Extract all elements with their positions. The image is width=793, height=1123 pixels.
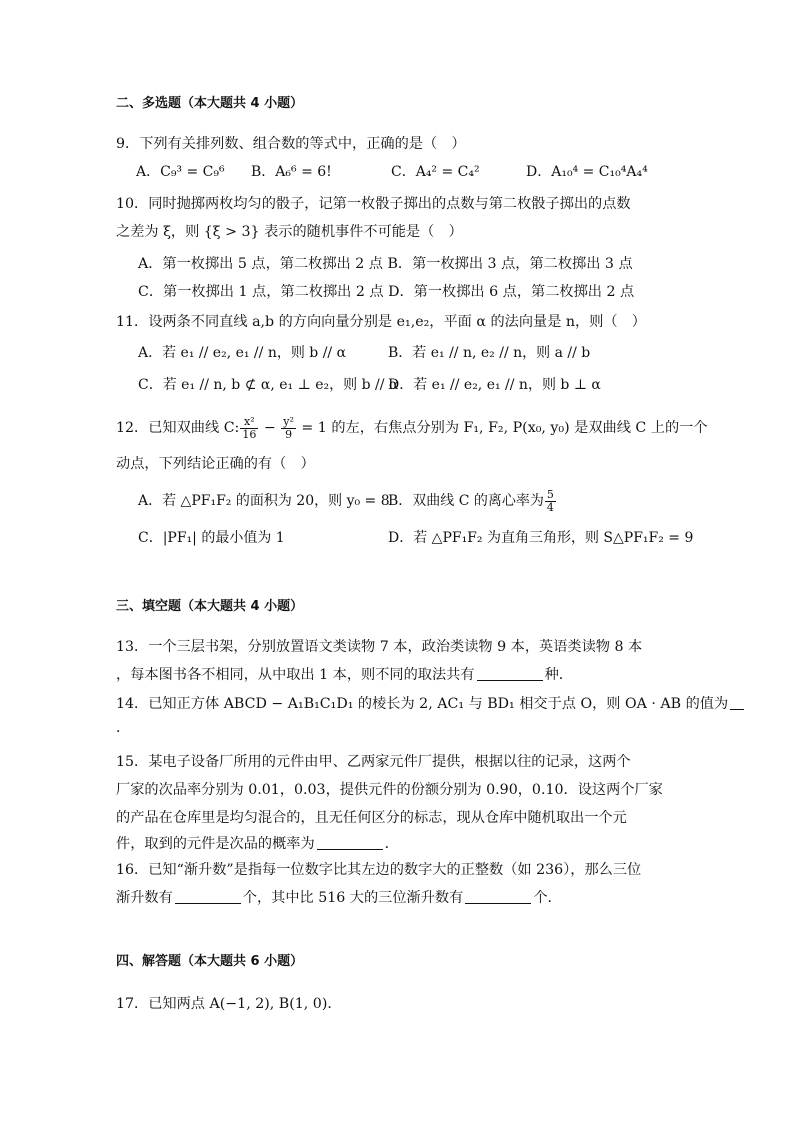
- question-12-fraction-y: [281, 416, 296, 441]
- question-16-answer-blank-1[interactable]: [175, 889, 241, 904]
- section-heading-solution: 四、解答题（本大题共 6 小题）: [116, 954, 304, 969]
- question-9-option-d: D．A₁₀⁴ = C₁₀⁴A₄⁴: [526, 164, 648, 180]
- question-14-line1: [116, 694, 746, 714]
- question-12-fraction-x: [240, 416, 258, 441]
- question-11-option-a: A．若 e₁ // e₂, e₁ // n，则 b // α: [138, 345, 347, 361]
- question-12-stem-part1: 12．已知双曲线 C:: [116, 420, 240, 436]
- question-9-options: [126, 162, 686, 182]
- question-12-fraction-y-denominator: 9: [285, 427, 293, 441]
- question-9-option-b: B．A₆⁶ = 6!: [251, 164, 332, 180]
- question-16-line2-text2: 个，其中比 516 大的三位渐升数有: [242, 890, 464, 906]
- question-12-option-d: D．若 △PF₁F₂ 为直角三角形，则 S△PF₁F₂ = 9: [388, 530, 694, 546]
- question-12-stem-part2: = 1 的左，右焦点分别为 F₁, F₂, P(x₀, y₀) 是双曲线 C 上的一个: [296, 420, 708, 436]
- question-12-fraction-x-denominator: 16: [242, 427, 257, 441]
- question-12-options-row2: [138, 528, 694, 548]
- question-11-option-b: B．若 e₁ // n, e₂ // n，则 a // b: [388, 345, 591, 361]
- question-14-line1-text: 14．已知正方体 ABCD − A₁B₁C₁D₁ 的棱长为 2, AC₁ 与 BD₁ 相交于点 O，则 OA · AB 的值为: [116, 696, 729, 712]
- question-11-stem: 11．设两条不同直线 a,b 的方向向量分别是 e₁,e₂，平面 α 的法向量是 n，则（ ）: [116, 314, 646, 330]
- question-12-stem-line2: 动点，下列结论正确的有（ ）: [116, 456, 315, 472]
- question-13-line1: 13．一个三层书架，分别放置语文类读物 7 本，政治类读物 9 本，英语类读物 8 本: [116, 639, 643, 655]
- question-13-line2-end: 种．: [544, 667, 573, 683]
- question-13-line2: [116, 665, 573, 685]
- question-9-option-a: A．C₉³ = C₉⁶: [136, 164, 225, 180]
- question-12-options-row1: [138, 486, 678, 516]
- question-12-fraction-x-numerator: x²: [240, 416, 258, 429]
- question-11-options-row2: [138, 375, 678, 395]
- question-15-line1: 15．某电子设备厂所用的元件由甲、乙两家元件厂提供，根据以往的记录，这两个: [116, 754, 631, 770]
- question-10-stem-line1: 10．同时抛掷两枚均匀的骰子，记第一枚骰子掷出的点数与第二枚骰子掷出的点数: [116, 196, 631, 212]
- question-12-option-b-fraction: [545, 489, 556, 514]
- question-11-option-c: C．若 e₁ // n, b ⊄ α, e₁ ⊥ e₂，则 b // α: [138, 377, 399, 393]
- question-9-stem: 9．下列有关排列数、组合数的等式中，正确的是（ ）: [116, 136, 466, 152]
- question-12-option-b-denominator: 4: [546, 500, 554, 514]
- question-12-option-c: C．|PF₁| 的最小值为 1: [138, 530, 285, 546]
- question-16-line2-text3: 个．: [533, 890, 562, 906]
- question-12-fraction-y-numerator: y²: [283, 414, 294, 428]
- question-15-line2: 厂家的次品率分别为 0.01，0.03，提供元件的份额分别为 0.90，0.10．设这两个厂家: [116, 782, 663, 798]
- question-9-option-c: C．A₄² = C₄²: [391, 164, 480, 180]
- question-10-option-a: A．第一枚掷出 5 点，第二枚掷出 2 点: [138, 256, 383, 272]
- question-12-option-b-numerator: 5: [546, 487, 554, 501]
- question-10-option-b: B．第一枚掷出 3 点，第二枚掷出 3 点: [387, 256, 633, 272]
- question-10-stem-line2: 之差为 ξ，则 {ξ > 3} 表示的随机事件不可能是（ ）: [116, 224, 463, 240]
- question-11-option-d: D．若 e₁ // e₂, e₁ // n，则 b ⊥ α: [388, 377, 601, 393]
- question-10-options-row1: [138, 254, 633, 274]
- question-13-line2-text: ，每本图书各不相同，从中取出 1 本，则不同的取法共有: [116, 667, 475, 683]
- question-12-option-b: [388, 486, 557, 516]
- section-heading-multiple-choice: 二、多选题（本大题共 4 小题）: [116, 96, 304, 111]
- question-16-answer-blank-2[interactable]: [465, 889, 531, 904]
- question-12-option-b-text: B．双曲线 C 的离心率为: [388, 493, 544, 509]
- section-heading-fill-in: 三、填空题（本大题共 4 小题）: [116, 599, 304, 614]
- question-15-line3: 的产品在仓库里是均匀混合的，且无任何区分的标志，现从仓库中随机取出一个元: [116, 810, 627, 826]
- question-10-option-c: C．第一枚掷出 1 点，第二枚掷出 2 点: [138, 284, 384, 300]
- question-16-line2: [116, 888, 562, 908]
- question-15-line4: [116, 834, 399, 854]
- question-11-options-row1: [138, 343, 678, 363]
- question-15-answer-blank[interactable]: [317, 835, 383, 850]
- question-12-stem-line1: [116, 414, 708, 442]
- question-15-line4-text: 件，取到的元件是次品的概率为: [116, 836, 315, 852]
- question-10-options-row2: [138, 282, 634, 302]
- question-14-answer-blank[interactable]: [730, 695, 744, 710]
- question-15-line4-end: ．: [384, 836, 399, 852]
- question-12-minus: −: [259, 420, 281, 436]
- question-16-line1: 16．已知“渐升数”是指每一位数字比其左边的数字大的正整数（如 236），那么三位: [116, 862, 642, 878]
- question-16-line2-text1: 渐升数有: [116, 890, 173, 906]
- question-12-option-a: A．若 △PF₁F₂ 的面积为 20，则 y₀ = 8: [138, 493, 390, 509]
- question-13-answer-blank[interactable]: [477, 666, 543, 681]
- question-10-option-d: D．第一枚掷出 6 点，第二枚掷出 2 点: [388, 284, 635, 300]
- question-14-line2: ．: [116, 720, 131, 736]
- question-17-line1: 17．已知两点 A(−1, 2), B(1, 0)．: [116, 996, 342, 1012]
